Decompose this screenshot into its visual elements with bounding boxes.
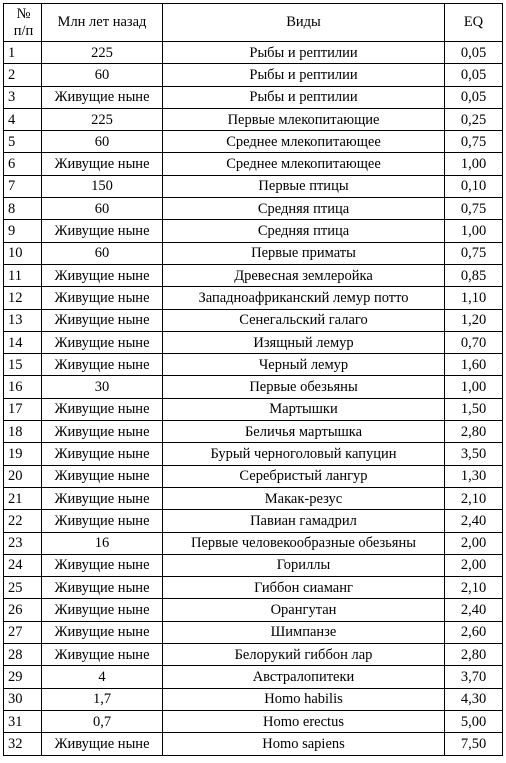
- cell-age: Живущие ныне: [42, 421, 163, 443]
- cell-number: 11: [4, 264, 42, 286]
- cell-eq: 0,25: [445, 108, 503, 130]
- cell-eq: 3,50: [445, 443, 503, 465]
- header-number: [4, 4, 42, 42]
- cell-eq: 0,05: [445, 64, 503, 86]
- table-row: [4, 421, 503, 443]
- cell-eq: 1,00: [445, 376, 503, 398]
- table-row: [4, 710, 503, 732]
- cell-species: Бурый черноголовый капуцин: [163, 443, 445, 465]
- cell-age: Живущие ныне: [42, 86, 163, 108]
- cell-age: 60: [42, 242, 163, 264]
- table-row: [4, 599, 503, 621]
- table-row: [4, 733, 503, 755]
- table-header-row: [4, 4, 503, 42]
- cell-eq: 0,85: [445, 264, 503, 286]
- cell-species: Средняя птица: [163, 220, 445, 242]
- cell-species: Первые млекопитающие: [163, 108, 445, 130]
- cell-number: 19: [4, 443, 42, 465]
- cell-eq: 7,50: [445, 733, 503, 755]
- cell-age: 1,7: [42, 688, 163, 710]
- cell-species: Макак-резус: [163, 487, 445, 509]
- table-row: [4, 131, 503, 153]
- cell-number: 8: [4, 198, 42, 220]
- cell-age: Живущие ныне: [42, 599, 163, 621]
- table-row: [4, 264, 503, 286]
- cell-number: 26: [4, 599, 42, 621]
- cell-species: Гиббон сиаманг: [163, 577, 445, 599]
- table-row: [4, 198, 503, 220]
- cell-eq: 2,80: [445, 421, 503, 443]
- table-row: [4, 644, 503, 666]
- cell-number: 23: [4, 532, 42, 554]
- cell-eq: 0,75: [445, 198, 503, 220]
- table-row: [4, 688, 503, 710]
- cell-eq: 0,70: [445, 331, 503, 353]
- cell-number: 9: [4, 220, 42, 242]
- cell-age: Живущие ныне: [42, 577, 163, 599]
- cell-number: 18: [4, 421, 42, 443]
- cell-species: Изящный лемур: [163, 331, 445, 353]
- table-row: [4, 331, 503, 353]
- cell-number: 30: [4, 688, 42, 710]
- cell-number: 1: [4, 42, 42, 64]
- cell-number: 21: [4, 487, 42, 509]
- cell-eq: 0,75: [445, 242, 503, 264]
- cell-number: 25: [4, 577, 42, 599]
- cell-age: 60: [42, 198, 163, 220]
- cell-number: 13: [4, 309, 42, 331]
- table-row: [4, 86, 503, 108]
- table-row: [4, 175, 503, 197]
- cell-number: 7: [4, 175, 42, 197]
- table-row: [4, 532, 503, 554]
- cell-age: Живущие ныне: [42, 733, 163, 755]
- eq-table: [3, 3, 503, 756]
- header-number-label: п/п: [13, 22, 34, 39]
- cell-species: Среднее млекопитающее: [163, 131, 445, 153]
- cell-number: 5: [4, 131, 42, 153]
- cell-number: 10: [4, 242, 42, 264]
- table-row: [4, 443, 503, 465]
- table-container: [3, 3, 503, 756]
- cell-species: Средняя птица: [163, 198, 445, 220]
- cell-eq: 1,20: [445, 309, 503, 331]
- cell-eq: 1,30: [445, 465, 503, 487]
- cell-species: Homo sapiens: [163, 733, 445, 755]
- cell-number: 15: [4, 354, 42, 376]
- table-row: [4, 242, 503, 264]
- cell-number: 22: [4, 510, 42, 532]
- cell-number: 29: [4, 666, 42, 688]
- table-row: [4, 64, 503, 86]
- cell-number: 14: [4, 331, 42, 353]
- cell-eq: 0,75: [445, 131, 503, 153]
- table-body: [4, 42, 503, 756]
- cell-eq: 4,30: [445, 688, 503, 710]
- table-row: [4, 465, 503, 487]
- table-row: [4, 398, 503, 420]
- cell-eq: 2,10: [445, 577, 503, 599]
- cell-number: 32: [4, 733, 42, 755]
- cell-eq: 2,40: [445, 510, 503, 532]
- cell-age: 0,7: [42, 710, 163, 732]
- table-row: [4, 621, 503, 643]
- cell-age: Живущие ныне: [42, 465, 163, 487]
- table-row: [4, 554, 503, 576]
- cell-age: Живущие ныне: [42, 398, 163, 420]
- cell-eq: 1,10: [445, 287, 503, 309]
- cell-age: Живущие ныне: [42, 644, 163, 666]
- cell-number: 4: [4, 108, 42, 130]
- cell-age: Живущие ныне: [42, 487, 163, 509]
- table-row: [4, 487, 503, 509]
- cell-species: Павиан гамадрил: [163, 510, 445, 532]
- cell-age: 60: [42, 131, 163, 153]
- cell-eq: 0,05: [445, 86, 503, 108]
- cell-species: Мартышки: [163, 398, 445, 420]
- header-species: Виды: [163, 4, 445, 42]
- cell-eq: 1,00: [445, 220, 503, 242]
- cell-eq: 0,10: [445, 175, 503, 197]
- table-row: [4, 666, 503, 688]
- cell-species: Древесная землеройка: [163, 264, 445, 286]
- cell-eq: 2,00: [445, 532, 503, 554]
- cell-eq: 0,05: [445, 42, 503, 64]
- cell-number: 16: [4, 376, 42, 398]
- cell-species: Первые приматы: [163, 242, 445, 264]
- cell-age: Живущие ныне: [42, 153, 163, 175]
- cell-age: Живущие ныне: [42, 287, 163, 309]
- cell-age: Живущие ныне: [42, 309, 163, 331]
- cell-age: Живущие ныне: [42, 554, 163, 576]
- cell-number: 17: [4, 398, 42, 420]
- table-row: [4, 309, 503, 331]
- cell-age: 225: [42, 108, 163, 130]
- cell-number: 31: [4, 710, 42, 732]
- table-row: [4, 42, 503, 64]
- cell-number: 27: [4, 621, 42, 643]
- cell-age: 30: [42, 376, 163, 398]
- cell-age: 225: [42, 42, 163, 64]
- cell-age: 16: [42, 532, 163, 554]
- cell-number: 3: [4, 86, 42, 108]
- cell-eq: 2,60: [445, 621, 503, 643]
- cell-species: Австралопитеки: [163, 666, 445, 688]
- cell-age: Живущие ныне: [42, 331, 163, 353]
- cell-species: Первые человекообразные обезьяны: [163, 532, 445, 554]
- cell-age: 4: [42, 666, 163, 688]
- table-row: [4, 510, 503, 532]
- cell-age: Живущие ныне: [42, 354, 163, 376]
- cell-species: Шимпанзе: [163, 621, 445, 643]
- cell-eq: 2,00: [445, 554, 503, 576]
- cell-age: Живущие ныне: [42, 621, 163, 643]
- cell-species: Орангутан: [163, 599, 445, 621]
- cell-eq: 2,80: [445, 644, 503, 666]
- cell-age: Живущие ныне: [42, 443, 163, 465]
- cell-eq: 2,10: [445, 487, 503, 509]
- header-age: Млн лет назад: [42, 4, 163, 42]
- table-row: [4, 577, 503, 599]
- cell-age: Живущие ныне: [42, 264, 163, 286]
- table-row: [4, 108, 503, 130]
- cell-species: Первые обезьяны: [163, 376, 445, 398]
- cell-eq: 5,00: [445, 710, 503, 732]
- cell-age: Живущие ныне: [42, 220, 163, 242]
- cell-age: Живущие ныне: [42, 510, 163, 532]
- cell-number: 12: [4, 287, 42, 309]
- table-row: [4, 153, 503, 175]
- table-row: [4, 287, 503, 309]
- cell-species: Западноафриканский лемур потто: [163, 287, 445, 309]
- cell-species: Сенегальский галаго: [163, 309, 445, 331]
- cell-species: Рыбы и рептилии: [163, 86, 445, 108]
- cell-species: Черный лемур: [163, 354, 445, 376]
- cell-species: Беличья мартышка: [163, 421, 445, 443]
- table-row: [4, 354, 503, 376]
- cell-species: Рыбы и рептилии: [163, 64, 445, 86]
- cell-species: Рыбы и рептилии: [163, 42, 445, 64]
- cell-species: Среднее млекопитающее: [163, 153, 445, 175]
- cell-species: Homo erectus: [163, 710, 445, 732]
- cell-eq: 1,50: [445, 398, 503, 420]
- cell-species: Первые птицы: [163, 175, 445, 197]
- cell-number: 2: [4, 64, 42, 86]
- cell-number: 24: [4, 554, 42, 576]
- cell-species: Серебристый лангур: [163, 465, 445, 487]
- cell-species: Белорукий гиббон лар: [163, 644, 445, 666]
- cell-age: 60: [42, 64, 163, 86]
- cell-eq: 2,40: [445, 599, 503, 621]
- cell-eq: 1,60: [445, 354, 503, 376]
- cell-number: 6: [4, 153, 42, 175]
- cell-number: 28: [4, 644, 42, 666]
- table-row: [4, 220, 503, 242]
- cell-species: Гориллы: [163, 554, 445, 576]
- cell-eq: 1,00: [445, 153, 503, 175]
- header-eq: EQ: [445, 4, 503, 42]
- cell-eq: 3,70: [445, 666, 503, 688]
- table-row: [4, 376, 503, 398]
- cell-number: 20: [4, 465, 42, 487]
- cell-species: Homo habilis: [163, 688, 445, 710]
- header-number-symbol: №: [16, 5, 31, 22]
- cell-age: 150: [42, 175, 163, 197]
